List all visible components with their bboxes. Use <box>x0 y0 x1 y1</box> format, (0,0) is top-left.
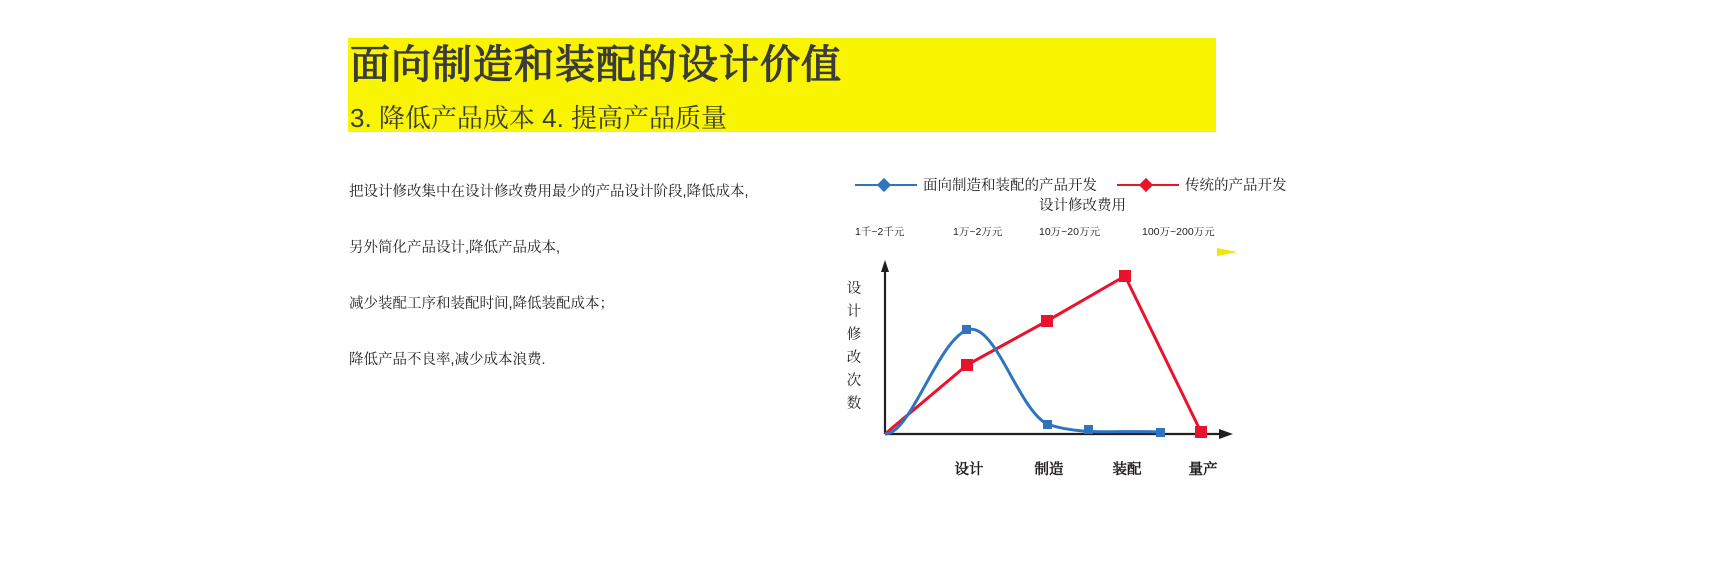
series-dfma <box>885 325 1165 437</box>
x-tick-4: 量产 <box>1188 462 1218 478</box>
cost-band-2: 1万~2万元 <box>953 226 1003 238</box>
x-axis-tick-labels <box>871 458 1251 482</box>
y-axis-label: 设 计 修 改 次 数 <box>846 281 862 412</box>
body-line-4: 降低产品不良率,减少成本浪费. <box>349 352 546 368</box>
body-line-2: 另外简化产品设计,降低产品成本, <box>349 240 561 256</box>
legend-marker-diamond-blue-icon <box>855 178 917 192</box>
body-line-1: 把设计修改集中在设计修改费用最少的产品设计阶段,降低成本, <box>349 184 749 200</box>
legend-label-dfma: 面向制造和装配的产品开发 <box>923 178 1097 194</box>
page-title: 面向制造和装配的设计价值 <box>350 43 842 87</box>
cost-band-3: 10万~20万元 <box>1039 226 1100 238</box>
x-tick-2: 制造 <box>1034 462 1064 478</box>
chart-axes <box>881 260 1233 439</box>
cost-band-labels <box>845 224 1465 246</box>
cost-band-1: 1千~2千元 <box>855 226 905 238</box>
series-traditional <box>885 270 1207 438</box>
cost-increase-arrow-icon <box>845 248 1245 256</box>
body-line-3: 减少装配工序和装配时间,降低装配成本； <box>349 296 615 312</box>
legend-label-traditional: 传统的产品开发 <box>1185 178 1287 194</box>
design-change-cost-chart <box>845 170 1465 490</box>
legend-item-traditional <box>1117 174 1287 195</box>
chart-plot-area <box>871 258 1251 458</box>
x-tick-1: 设计 <box>954 462 984 478</box>
x-tick-3: 装配 <box>1112 462 1142 478</box>
legend-item-dfma <box>855 174 1097 195</box>
chart-title: 设计修改费用 <box>1039 198 1126 214</box>
body-text-block <box>349 182 769 406</box>
legend-marker-diamond-red-icon <box>1117 178 1179 192</box>
chart-legend <box>855 170 1455 210</box>
cost-band-4: 100万~200万元 <box>1142 226 1215 238</box>
page-subtitle: 3. 降低产品成本 4. 提高产品质量 <box>350 103 728 133</box>
